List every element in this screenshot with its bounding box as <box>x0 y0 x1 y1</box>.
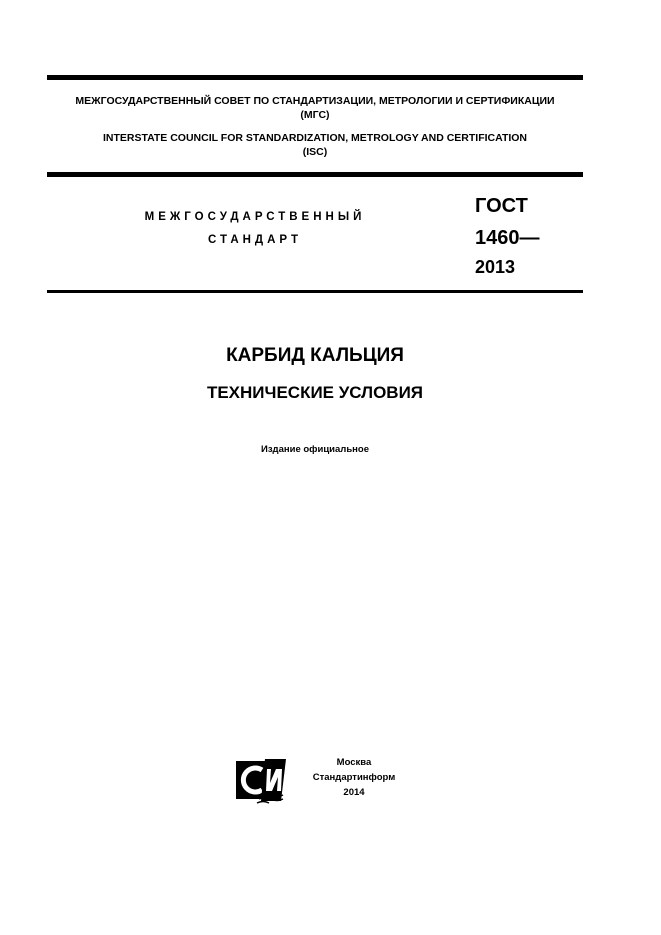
document-subtitle: ТЕХНИЧЕСКИЕ УСЛОВИЯ <box>206 383 424 402</box>
council-ru-name: МЕЖГОСУДАРСТВЕННЫЙ СОВЕТ ПО СТАНДАРТИЗАЦИИ, МЕТРОЛОГИИ И СЕРТИФИКАЦИИ <box>75 95 555 107</box>
middle-rule <box>47 172 583 177</box>
publisher-year: 2014 <box>343 787 365 798</box>
edition-note: Издание официальное <box>261 444 369 455</box>
publisher-info <box>300 755 408 800</box>
standard-type-line1: МЕЖГОСУДАРСТВЕННЫЙ <box>144 211 366 223</box>
council-ru <box>47 94 583 122</box>
gost-number: 1460— <box>475 227 540 249</box>
publisher-city: Москва <box>336 757 372 768</box>
document-title: КАРБИД КАЛЬЦИЯ <box>226 345 404 366</box>
gost-label: ГОСТ <box>475 195 528 217</box>
council-en <box>47 131 583 159</box>
standard-type-line2: СТАНДАРТ <box>208 234 302 246</box>
gost-year: 2013 <box>475 257 516 277</box>
standartinform-logo-icon <box>235 757 287 805</box>
publisher-name: Стандартинформ <box>312 772 396 783</box>
bottom-rule <box>47 290 583 293</box>
council-en-name: INTERSTATE COUNCIL FOR STANDARDIZATION, METROLOGY AND CERTIFICATION <box>102 132 528 144</box>
top-rule <box>47 75 583 80</box>
council-ru-abbr: (МГС) <box>300 109 330 121</box>
council-en-abbr: (ISC) <box>302 146 328 158</box>
